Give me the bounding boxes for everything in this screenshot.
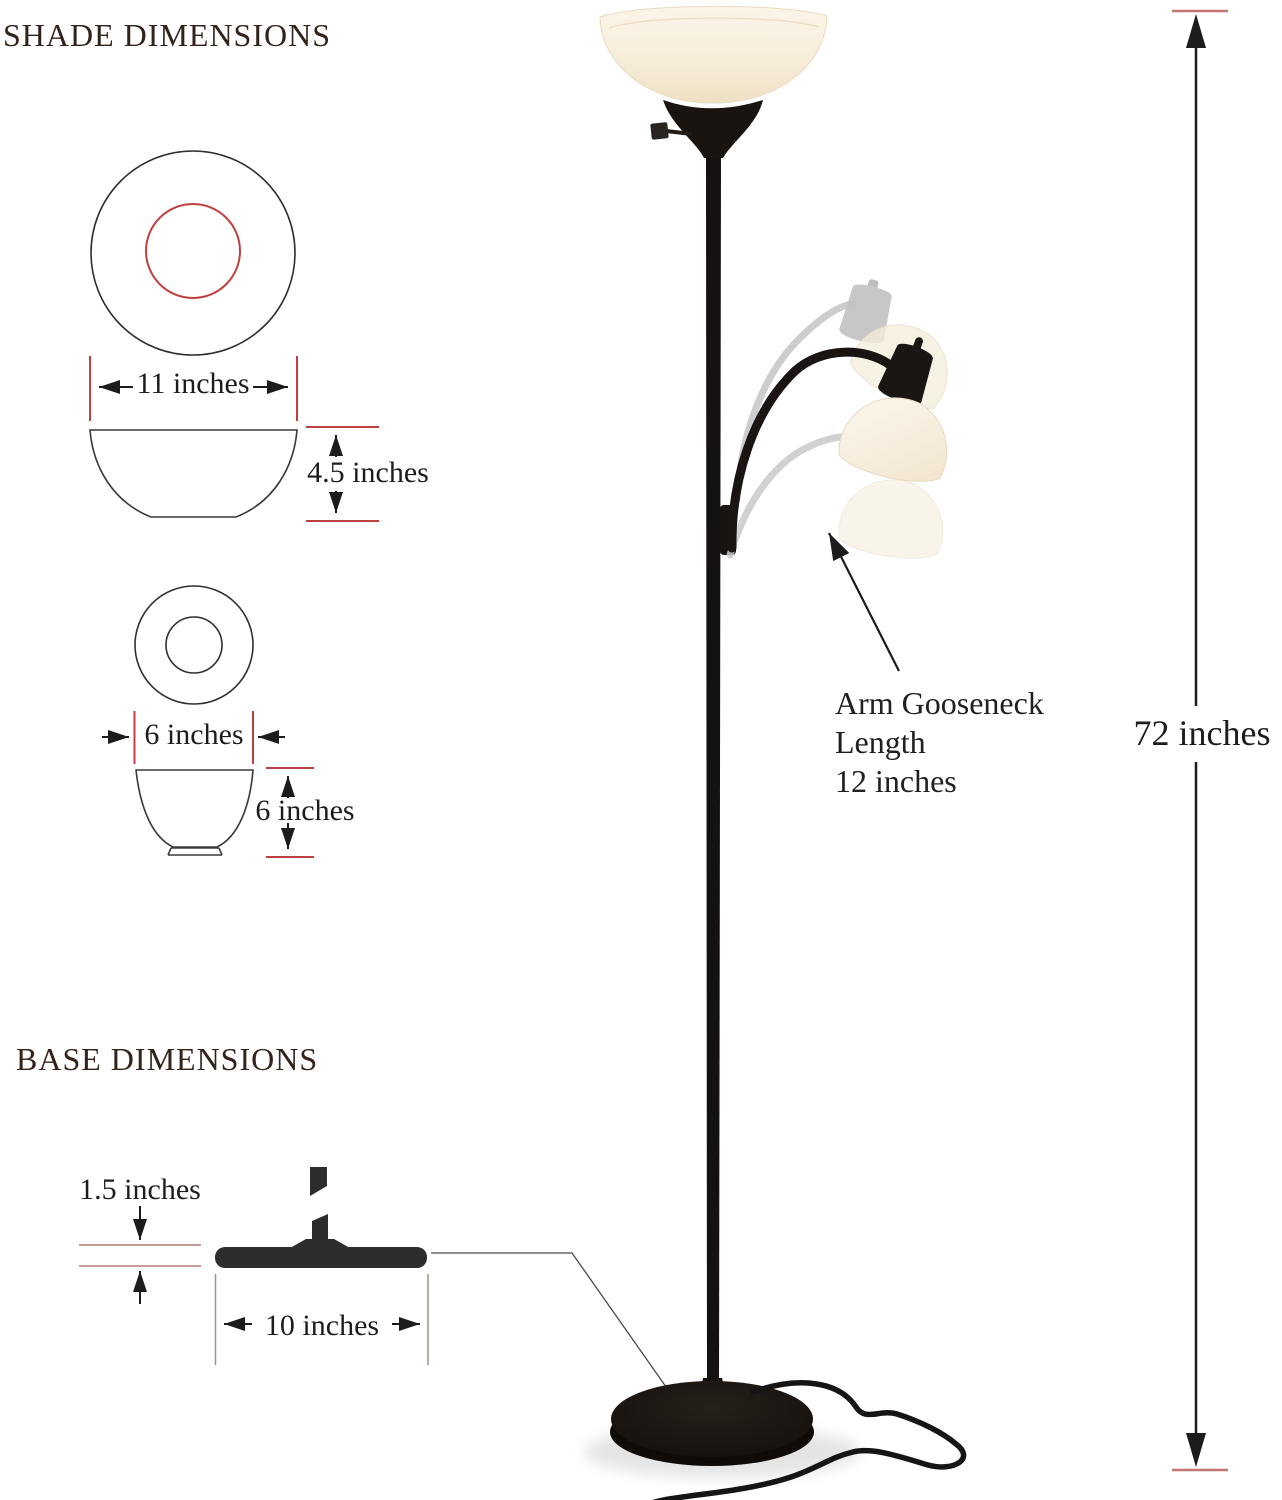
small-shade-inner-circle bbox=[166, 617, 222, 673]
lamp-switch-knob bbox=[650, 122, 669, 140]
base-side-view-diagram bbox=[215, 1167, 427, 1268]
base-height-label: 1.5 inches bbox=[79, 1173, 201, 1206]
arm-note-line-2: Length bbox=[835, 724, 926, 760]
arm-gooseneck-note bbox=[835, 684, 1044, 801]
base-connector-line bbox=[431, 1253, 671, 1394]
base-bar bbox=[215, 1247, 427, 1268]
arrow-up-icon bbox=[1186, 14, 1206, 48]
small-shade-foot bbox=[168, 848, 222, 855]
lamp-pole bbox=[706, 156, 721, 1400]
gooseneck-arm-ghost-up bbox=[737, 304, 853, 500]
shade-top-view-diagram bbox=[91, 151, 295, 355]
arm-note-line-1: Arm Gooseneck bbox=[835, 685, 1044, 721]
small-shade-top-view-diagram bbox=[135, 586, 253, 704]
arrow-down-icon bbox=[1186, 1433, 1206, 1467]
base-pole-stub-upper bbox=[310, 1167, 327, 1196]
base-width-label: 10 inches bbox=[264, 1309, 380, 1342]
lamp-base bbox=[611, 1381, 813, 1457]
gooseneck-shade-ghost-down bbox=[836, 473, 949, 564]
small-shade-cup-outline bbox=[136, 770, 253, 847]
shade-width-label: 11 inches bbox=[136, 367, 250, 400]
shade-dimensions-title: SHADE DIMENSIONS bbox=[3, 17, 332, 53]
overall-height-label: 72 inches bbox=[1118, 710, 1282, 756]
small-shade-side-view-diagram bbox=[136, 770, 253, 855]
base-pole-stub-lower bbox=[290, 1214, 350, 1248]
small-shade-width-label: 6 inches bbox=[144, 718, 244, 751]
arm-note-line-3: 12 inches bbox=[835, 763, 957, 799]
shade-height-label: 4.5 inches bbox=[307, 456, 429, 489]
small-shade-outer-circle bbox=[135, 586, 253, 704]
shade-inner-opening-circle bbox=[146, 204, 240, 298]
torchiere-shade bbox=[600, 6, 827, 103]
shade-outer-rim-circle bbox=[91, 151, 295, 355]
lamp-funnel bbox=[663, 100, 763, 158]
base-height-dimension bbox=[79, 1206, 201, 1304]
base-dimensions-title: BASE DIMENSIONS bbox=[16, 1041, 319, 1077]
shade-bowl-outline bbox=[90, 430, 297, 517]
small-shade-height-label: 6 inches bbox=[255, 794, 355, 827]
shade-side-view-diagram bbox=[90, 430, 297, 517]
